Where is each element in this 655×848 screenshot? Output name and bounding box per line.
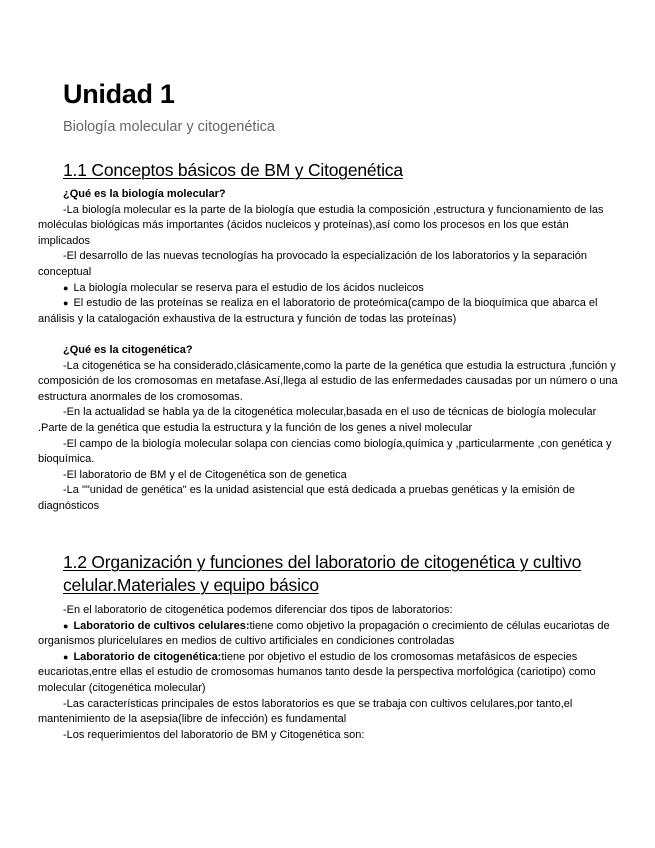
bullet-icon: ● [63, 298, 69, 309]
list-item-label: Laboratorio de citogenética: [73, 650, 222, 663]
bullet-icon: ● [63, 282, 69, 293]
section-heading-1-2: 1.2 Organización y funciones del laboratorio de citogenética y cultivo celular.Materiales y equipo básico [63, 552, 582, 595]
list-item [38, 296, 618, 327]
list-item [38, 281, 618, 297]
paragraph: -La ""unidad de genética" es la unidad asistencial que está dedicada a pruebas genéticas y la emisión de diagnósticos [38, 484, 575, 512]
section-heading-1-1: 1.1 Conceptos básicos de BM y Citogenética [63, 160, 403, 180]
question-heading: ¿Qué es la biología molecular? [63, 188, 226, 200]
list-item [38, 650, 618, 697]
paragraph: -La biología molecular es la parte de la biología que estudia la composición ,estructura y funcionamiento de las moléculas biológicas más importantes (ácidos nucleicos y proteínas),así como los procesos en los que están implicados [38, 203, 604, 247]
paragraph: -El campo de la biología molecular solapa con ciencias como biología,química y ,particularmente ,con genética y bioquímica. [38, 437, 612, 466]
paragraph: -En la actualidad se habla ya de la citogenética molecular,basada en el uso de técnicas de biología molecular .Parte de la genética que estudia la estructura y la función de los genes a nivel molecular [38, 406, 597, 434]
section-1-2-body [38, 603, 618, 743]
list-item-label: Laboratorio de cultivos celulares: [73, 619, 250, 632]
paragraph: -El desarrollo de las nuevas tecnologías ha provocado la especialización de los laboratorios y la separación conceptual [38, 250, 588, 278]
paragraph: -En el laboratorio de citogenética podemos diferenciar dos tipos de laboratorios: [63, 604, 453, 616]
bullet-icon: ● [63, 651, 69, 662]
list-item-text: tiene por objetivo el estudio de los cromosomas metafásicos de especies eucariotas,entre ellas el estudio de cromosomas humanos tanto desde la perspectiva morfológica (cariotipo) como molecular (citogenética molecular) [38, 650, 596, 694]
paragraph: -Las características principales de estos laboratorios es que se trabaja con cultivos celulares,por tanto,el mantenimiento de la asepsia(libre de infección) es fundamental [38, 697, 573, 726]
document-title: Unidad 1 [63, 79, 175, 109]
document-subtitle: Biología molecular y citogenética [63, 119, 275, 135]
paragraph: -La citogenética se ha considerado,clásicamente,como la parte de la genética que estudia la estructura ,función y composición de los cromosomas en metafase.Así,llega al estudio de las enfermedades causadas por un número o una estructura anormales de los cromosomas. [38, 359, 618, 403]
list-item [38, 619, 618, 650]
question-heading: ¿Qué es la citogenética? [63, 343, 193, 356]
paragraph: -El laboratorio de BM y el de Citogenética son de genetica [63, 468, 347, 481]
bullet-icon: ● [63, 620, 69, 631]
list-item-text: La biología molecular se reserva para el estudio de los ácidos nucleicos [73, 281, 424, 294]
section-1-1-body [38, 187, 618, 514]
list-item-text: El estudio de las proteínas se realiza en el laboratorio de proteómica(campo de la bioquímica que abarca el análisis y la catalogación exhaustiva de la estructura y función de todas las proteínas) [38, 297, 598, 325]
list-item-text: tiene como objetivo la propagación o crecimiento de células eucariotas de organismos pluricelulares en medios de cultivo artificiales en condiciones controladas [38, 619, 610, 648]
paragraph: -Los requerimientos del laboratorio de BM y Citogenética son: [63, 728, 365, 741]
